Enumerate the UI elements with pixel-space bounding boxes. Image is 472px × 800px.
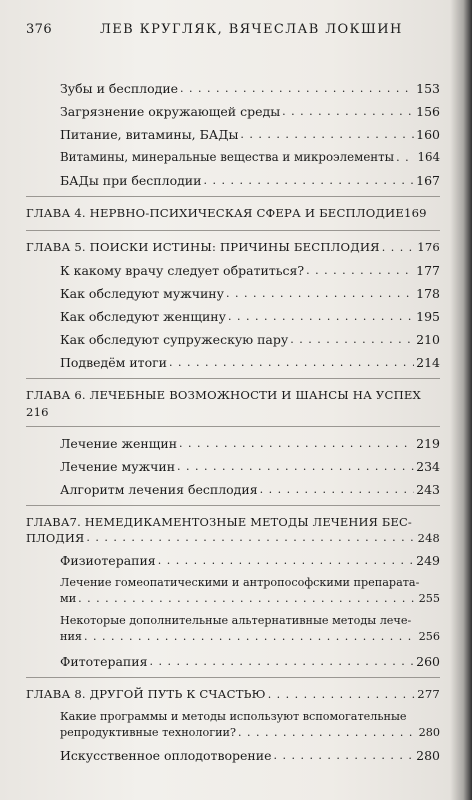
toc-entry-page: 156 [416, 104, 440, 119]
toc-entry-page: 214 [416, 355, 440, 370]
toc-entry-title: К какому врачу следует обратиться? [60, 263, 305, 278]
table-of-contents [0, 80, 452, 764]
toc-chapter [0, 239, 452, 256]
running-title: ЛЕВ КРУГЛЯК, ВЯЧЕСЛАВ ЛОКШИН [100, 22, 403, 37]
toc-chapter-title: ГЛАВА 8. ДРУГОЙ ПУТЬ К СЧАСТЬЮ [26, 687, 266, 701]
toc-entry [0, 552, 452, 569]
toc-entry-page: 256 [418, 630, 440, 643]
toc-entry-page: 177 [416, 263, 440, 278]
toc-entry-title: Загрязнение окружающей среды [60, 104, 281, 119]
toc-entry [0, 172, 452, 189]
toc-entry-page: 167 [416, 173, 440, 188]
toc-chapter-page: 277 [417, 687, 440, 701]
toc-chapter [0, 686, 452, 703]
toc-entry-page: 260 [416, 654, 440, 669]
toc-entry-title: БАДы при бесплодии [60, 173, 202, 188]
page-spine-shadow [450, 0, 472, 800]
toc-chapter [0, 514, 452, 546]
toc-entry [0, 285, 452, 302]
toc-entry [0, 80, 452, 97]
toc-entry-title: Алгоритм лечения бесплодия [60, 482, 258, 497]
page-header [26, 22, 432, 44]
toc-chapter-title-line1: ГЛАВА7. НЕМЕДИКАМЕНТОЗНЫЕ МЕТОДЫ ЛЕЧЕНИЯ БЕС- [26, 515, 412, 529]
toc-entry [0, 613, 452, 645]
toc-chapter [0, 205, 452, 222]
toc-entry [0, 308, 452, 325]
toc-entry-title: Искусственное оплодотворение [60, 748, 272, 763]
section-divider [26, 426, 440, 427]
section-divider [26, 196, 440, 197]
toc-entry [0, 747, 452, 764]
toc-entry-page: 164 [417, 150, 440, 164]
toc-entry [0, 149, 452, 166]
toc-entry-page: 153 [416, 81, 440, 96]
toc-entry-title: Как обследуют женщину [60, 309, 226, 324]
toc-entry-page: 243 [416, 482, 440, 497]
toc-entry [0, 458, 452, 475]
toc-entry-title-line2: ми [60, 592, 77, 605]
toc-entry-title-line2: репродуктивные технологии? [60, 726, 237, 739]
toc-entry-title-line1: Некоторые дополнительные альтернативные методы лече- [60, 614, 412, 627]
toc-entry [0, 481, 452, 498]
toc-entry-title: Витамины, минеральные вещества и микроэлементы [60, 150, 395, 164]
toc-entry [0, 126, 452, 143]
toc-entry-title: Лечение мужчин [60, 459, 176, 474]
toc-entry-page: 195 [416, 309, 440, 324]
toc-entry-title: Зубы и бесплодие [60, 81, 179, 96]
toc-entry-title-line2: ния [60, 630, 82, 643]
toc-entry-title: Лечение женщин [60, 436, 178, 451]
toc-entry-title: Питание, витамины, БАДы [60, 127, 239, 142]
toc-entry-title-line1: Какие программы и методы используют вспомогательные [60, 710, 407, 723]
toc-chapter-page: 216 [26, 405, 49, 419]
toc-chapter-title: ГЛАВА 5. ПОИСКИ ИСТИНЫ: ПРИЧИНЫ БЕСПЛОДИЯ [26, 240, 380, 254]
toc-entry-page: 160 [416, 127, 440, 142]
toc-chapter-title: ГЛАВА 4. НЕРВНО-ПСИХИЧЕСКАЯ СФЕРА И БЕСПЛОДИЕ [26, 206, 405, 220]
toc-entry-page: 178 [416, 286, 440, 301]
toc-chapter-page: 169 [404, 206, 427, 220]
toc-entry-title: Фитотерапия [60, 654, 148, 669]
toc-entry [0, 709, 452, 741]
toc-entry-title: Как обследуют мужчину [60, 286, 224, 301]
toc-entry-page: 219 [416, 436, 440, 451]
toc-entry-title: Подведём итоги [60, 355, 168, 370]
toc-entry-page: 234 [416, 459, 440, 474]
toc-chapter-page: 176 [417, 240, 440, 254]
toc-entry [0, 262, 452, 279]
toc-chapter [0, 387, 452, 421]
toc-entry-page: 280 [418, 726, 440, 739]
toc-entry [0, 103, 452, 120]
section-divider [26, 378, 440, 379]
toc-chapter-page: 248 [417, 531, 440, 545]
toc-entry-page: 280 [416, 748, 440, 763]
toc-entry-page: 210 [416, 332, 440, 347]
toc-entry-title-line1: Лечение гомеопатическими и антропософскими препарата- [60, 576, 420, 589]
toc-entry-page: 255 [418, 592, 440, 605]
toc-entry [0, 331, 452, 348]
page-number: 376 [26, 22, 53, 37]
section-divider [26, 505, 440, 506]
toc-entry-title: Как обследуют супружескую пару [60, 332, 289, 347]
toc-entry-title: Физиотерапия [60, 553, 156, 568]
toc-entry [0, 354, 452, 371]
toc-entry [0, 575, 452, 607]
toc-entry [0, 435, 452, 452]
toc-chapter-title: ГЛАВА 6. ЛЕЧЕБНЫЕ ВОЗМОЖНОСТИ И ШАНСЫ НА УСПЕХ [26, 388, 422, 402]
toc-entry-page: 249 [416, 553, 440, 568]
section-divider [26, 677, 440, 678]
toc-entry [0, 653, 452, 670]
toc-chapter-title-line2: ПЛОДИЯ [26, 531, 85, 545]
section-divider [26, 230, 440, 231]
